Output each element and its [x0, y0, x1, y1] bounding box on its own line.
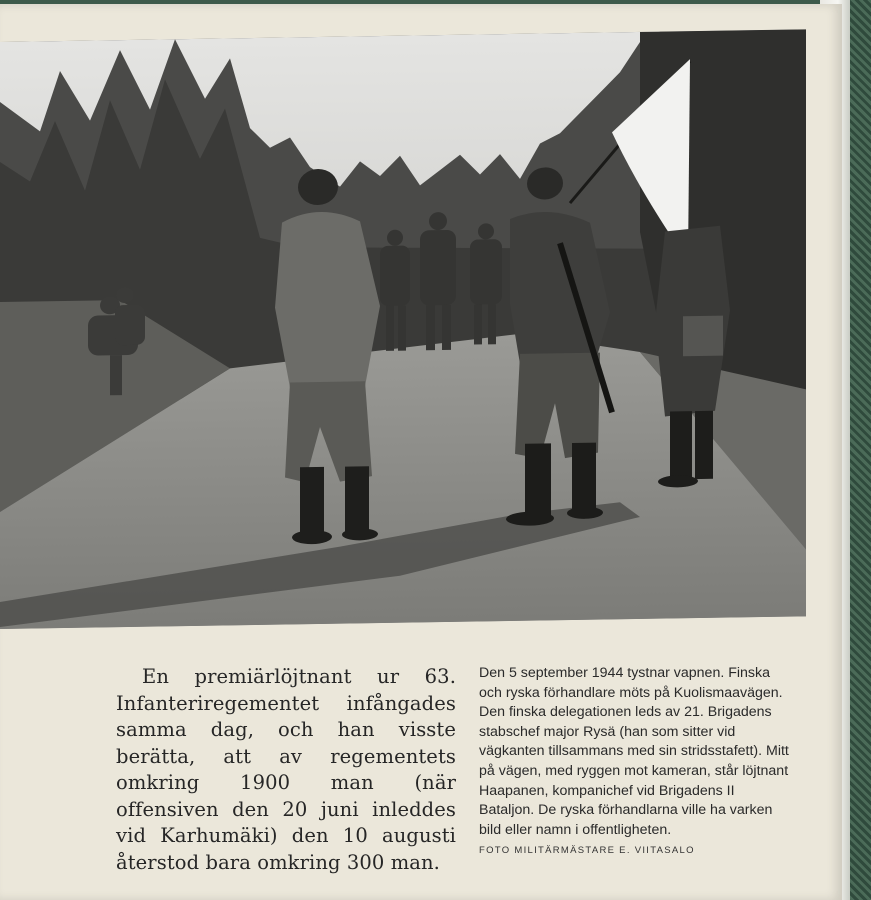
body-paragraph: En premiärlöjtnant ur 63. Infanteriregementet infångades samma dag, och han visste berätta, att av regementets omkring 1900 man (när offensiven den 20 juni inleddes vid Karhumäki) den 10 augusti återstod bara omkring 300 man. — [116, 665, 456, 874]
historical-photograph — [0, 29, 806, 629]
photo-credit: FOTO MILITÄRMÄSTARE E. VIITASALO — [479, 845, 695, 857]
photo-illustration — [0, 29, 806, 629]
photo-caption-text: Den 5 september 1944 tystnar vapnen. Finska och ryska förhandlare möts på Kuolismaavägen. Den finska delegationen leds av 21. Brigadens stabschef major Rysä (han som sitter vid vägkanten tillsammans med sin stridsstafett). Mitt på vägen, med ryggen mot kameran, står löjtnant Haapanen, kompanichef vid Brigadens II Bataljon. De ryska förhandlarna ville ha varken bild eller namn i offentligheten. — [479, 665, 789, 838]
photo-caption — [479, 664, 789, 861]
book-page — [0, 4, 842, 900]
